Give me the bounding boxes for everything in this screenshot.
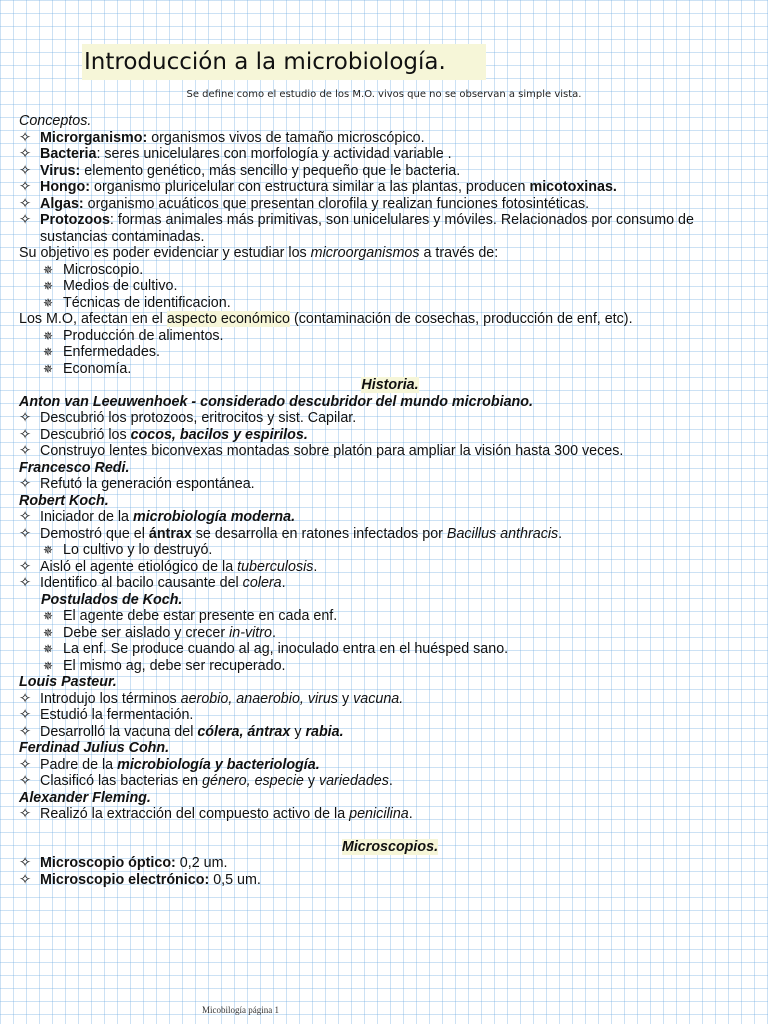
star-icon: ✵: [43, 625, 54, 640]
diamond-icon: ✧: [19, 179, 31, 195]
star-icon: ✵: [43, 658, 54, 673]
koch-item: ✧ Demostró que el ántrax se desarrolla en ratones infectados por Bacillus anthracis.: [19, 525, 563, 542]
star-icon: ✵: [43, 295, 54, 310]
historia-heading: Historia.: [361, 377, 419, 393]
pasteur-item: ✧ Estudió la fermentación.: [19, 707, 194, 723]
star-icon: ✵: [43, 543, 54, 557]
diamond-icon: ✧: [19, 707, 31, 723]
diamond-icon: ✧: [19, 146, 31, 162]
document-body: [19, 113, 761, 888]
diamond-icon: ✧: [19, 426, 31, 443]
concept-virus: ✧ Virus: elemento genético, más sencillo y pequeño que le bacteria.: [19, 162, 461, 179]
postulado-item: ✵ Debe ser aislado y crecer in-vitro.: [43, 624, 276, 641]
diamond-icon: ✧: [19, 723, 31, 740]
objetivo-line: Su objetivo es poder evidenciar y estudiar los microorganismos a través de:: [19, 245, 499, 261]
concept-algas: ✧ Algas: organismo acuáticos que presentan clorofila y realizan funciones fotosintéticas.: [19, 195, 590, 212]
star-icon: ✵: [43, 361, 54, 376]
leeuwenhoek-item: ✧ Descubrió los cocos, bacilos y espirilos.: [19, 426, 308, 443]
postulados-heading: Postulados de Koch.: [41, 591, 183, 608]
afectan-item: ✵ Producción de alimentos.: [43, 327, 224, 344]
leeuwenhoek-name: Anton van Leeuwenhoek - considerado descubridor del mundo microbiano.: [19, 393, 533, 410]
postulado-item: ✵ La enf. Se produce cuando al ag, inoculado entra en el huésped sano.: [43, 641, 509, 657]
koch-item: ✧ Aisló el agente etiológico de la tuberculosis.: [19, 558, 318, 575]
diamond-icon: ✧: [19, 690, 31, 707]
diamond-icon: ✧: [19, 871, 31, 888]
page-footer: Micobilogía página 1: [202, 1005, 279, 1015]
star-icon: ✵: [43, 262, 54, 277]
concept-hongo: ✧ Hongo: organismo pluricelular con estructura similar a las plantas, producen micotoxinas.: [19, 179, 617, 195]
koch-subitem: ✵ Lo cultivo y lo destruyó.: [43, 542, 213, 558]
redi-name: Francesco Redi.: [19, 459, 130, 476]
diamond-icon: ✧: [19, 756, 31, 773]
afectan-item: ✵ Economía.: [43, 360, 132, 377]
conceptos-heading: Conceptos.: [19, 113, 92, 129]
diamond-icon: ✧: [19, 509, 31, 525]
koch-name: Robert Koch.: [19, 492, 109, 509]
cohn-item: ✧ Padre de la microbiología y bacteriología.: [19, 756, 320, 773]
objetivo-item: ✵ Microscopio.: [43, 261, 144, 278]
diamond-icon: ✧: [19, 855, 31, 871]
objetivo-item: ✵ Medios de cultivo.: [43, 278, 178, 294]
leeuwenhoek-item: ✧ Construyo lentes biconvexas montadas sobre platón para ampliar la visión hasta 300 veces.: [19, 443, 624, 459]
koch-item: ✧ Identifico al bacilo causante del colera.: [19, 575, 286, 591]
page-title: Introducción a la microbiología.: [82, 44, 486, 80]
afectan-line: Los M.O, afectan en el aspecto económico (contaminación de cosechas, producción de enf, etc).: [19, 311, 633, 327]
koch-item: ✧ Iniciador de la microbiología moderna.: [19, 509, 296, 525]
postulado-item: ✵ El agente debe estar presente en cada enf.: [43, 608, 338, 624]
microscopio-electronico: ✧ Microscopio electrónico: 0,5 um.: [19, 871, 261, 888]
diamond-icon: ✧: [19, 212, 31, 228]
microscopios-heading: Microscopios.: [341, 838, 439, 855]
diamond-icon: ✧: [19, 476, 31, 492]
pasteur-item: ✧ Desarrolló la vacuna del cólera, ántrax y rabia.: [19, 723, 344, 740]
page-subtitle: Se define como el estudio de los M.O. vivos que no se observan a simple vista.: [186, 89, 582, 100]
postulado-item: ✵ El mismo ag, debe ser recuperado.: [43, 657, 286, 674]
redi-item: ✧ Refutó la generación espontánea.: [19, 476, 255, 492]
cohn-item: ✧ Clasificó las bacterias en género, especie y variedades.: [19, 773, 393, 789]
concept-microorganismo: ✧ Microrganismo: organismos vivos de tamaño microscópico.: [19, 129, 425, 146]
leeuwenhoek-item: ✧ Descubrió los protozoos, eritrocitos y sist. Capilar.: [19, 410, 357, 426]
star-icon: ✵: [43, 279, 54, 293]
diamond-icon: ✧: [19, 410, 31, 426]
star-icon: ✵: [43, 609, 54, 623]
diamond-icon: ✧: [19, 575, 31, 591]
pasteur-item: ✧ Introdujo los términos aerobio, anaerobio, virus y vacuna.: [19, 690, 404, 707]
diamond-icon: ✧: [19, 773, 31, 789]
diamond-icon: ✧: [19, 443, 31, 459]
fleming-item: ✧ Realizó la extracción del compuesto activo de la penicilina.: [19, 806, 413, 822]
diamond-icon: ✧: [19, 162, 31, 179]
concept-protozoos: ✧ Protozoos: formas animales más primitivas, son unicelulares y móviles. Relacionados por consumo de sustancias contaminadas.: [19, 212, 694, 245]
fleming-name: Alexander Fleming.: [19, 789, 151, 806]
star-icon: ✵: [43, 345, 54, 359]
diamond-icon: ✧: [19, 195, 31, 212]
diamond-icon: ✧: [19, 129, 31, 146]
afectan-item: ✵ Enfermedades.: [43, 344, 160, 360]
concept-bacteria: ✧ Bacteria: seres unicelulares con morfología y actividad variable .: [19, 146, 452, 162]
spacer: [19, 823, 761, 839]
cohn-name: Ferdinad Julius Cohn.: [19, 740, 170, 756]
star-icon: ✵: [43, 328, 54, 343]
objetivo-item: ✵ Técnicas de identificacion.: [43, 294, 231, 311]
pasteur-name: Louis Pasteur.: [19, 674, 117, 690]
diamond-icon: ✧: [19, 558, 31, 575]
microscopio-optico: ✧ Microscopio óptico: 0,2 um.: [19, 855, 228, 871]
diamond-icon: ✧: [19, 806, 31, 822]
star-icon: ✵: [43, 642, 54, 656]
diamond-icon: ✧: [19, 525, 31, 542]
